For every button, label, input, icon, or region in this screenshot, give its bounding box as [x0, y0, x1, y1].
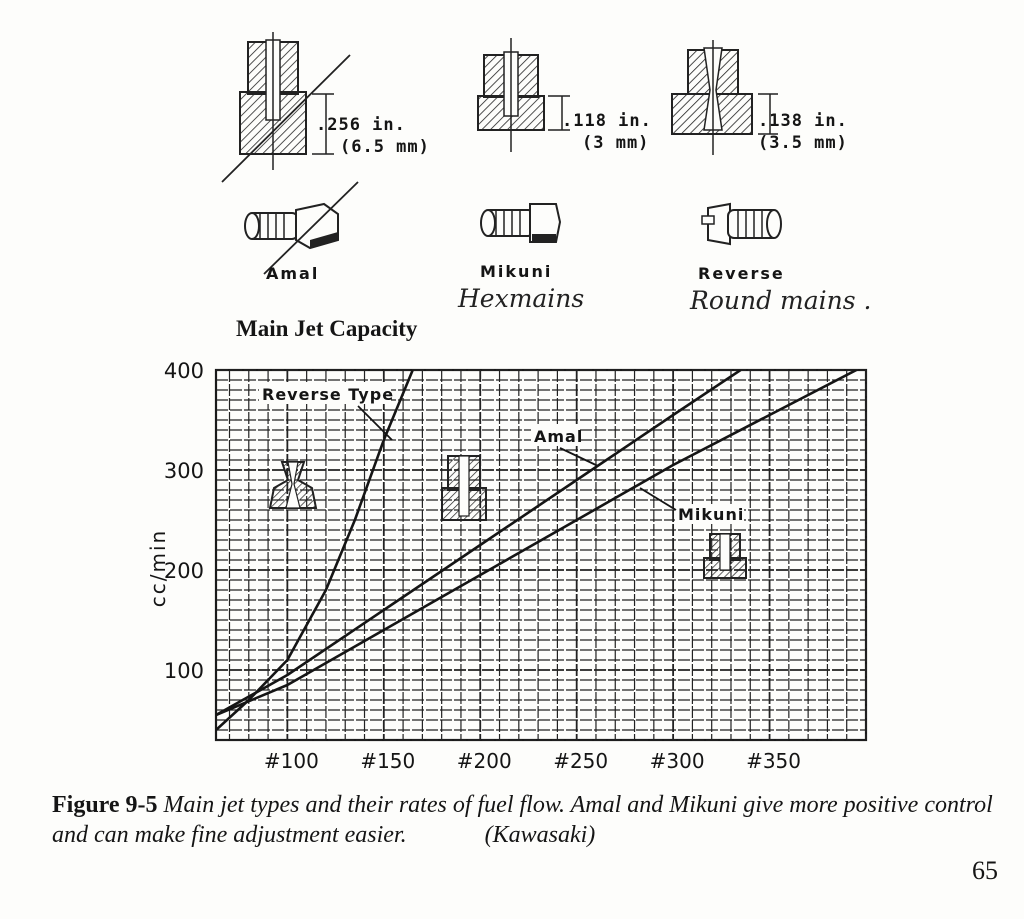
- series-label-leader: [560, 448, 598, 466]
- y-tick-label: 100: [163, 659, 204, 683]
- reverse-dimension-mm: (3.5 mm): [758, 133, 848, 153]
- series-label-leader: [358, 406, 392, 440]
- amal-dimension-mm: (6.5 mm): [340, 137, 430, 157]
- reverse-dimension-inches: .138 in.: [758, 111, 848, 131]
- caption-figure-label: Figure 9-5: [52, 792, 158, 818]
- reverse-jet-icon: [270, 462, 316, 508]
- mikuni-jet-icon: [704, 534, 746, 578]
- x-tick-label: #350: [746, 749, 802, 773]
- amal-jet-icon: [442, 456, 486, 520]
- amal-name-label: Amal: [266, 264, 320, 283]
- chart-title: Main Jet Capacity: [236, 316, 418, 341]
- plot-frame: [216, 370, 866, 740]
- handwritten-note-reverse: Round mains .: [690, 286, 872, 315]
- caption-text: Main jet types and their rates of fuel flow. Amal and Mikuni give more positive control and can make fine adjustment easier.: [52, 792, 993, 848]
- x-tick-label: #200: [456, 749, 512, 773]
- x-tick-label: #300: [649, 749, 705, 773]
- series-line-amal: [216, 370, 741, 715]
- series-label-reverse-type: Reverse Type: [262, 385, 395, 404]
- amal-dimension-inches: .256 in.: [316, 115, 406, 135]
- y-tick-label: 400: [163, 359, 204, 383]
- x-tick-label: #100: [263, 749, 319, 773]
- y-tick-label: 300: [163, 459, 204, 483]
- series-label-leader: [640, 488, 676, 510]
- figure-caption: [52, 790, 1012, 850]
- page-number: 65: [972, 856, 998, 885]
- x-tick-label: #250: [553, 749, 609, 773]
- caption-source: (Kawasaki): [484, 822, 596, 848]
- mikuni-name-label: Mikuni: [480, 262, 553, 281]
- mikuni-dimension-inches: .118 in.: [562, 111, 652, 131]
- x-tick-label: #150: [360, 749, 416, 773]
- reverse-name-label: Reverse: [698, 264, 785, 283]
- y-tick-label: 200: [163, 559, 204, 583]
- handwritten-note-mikuni: Hexmains: [458, 284, 585, 313]
- mikuni-dimension-mm: (3 mm): [582, 133, 650, 153]
- y-axis-title: cc/min: [146, 528, 170, 608]
- series-label-amal: Amal: [534, 427, 584, 446]
- series-label-mikuni: Mikuni: [678, 505, 745, 524]
